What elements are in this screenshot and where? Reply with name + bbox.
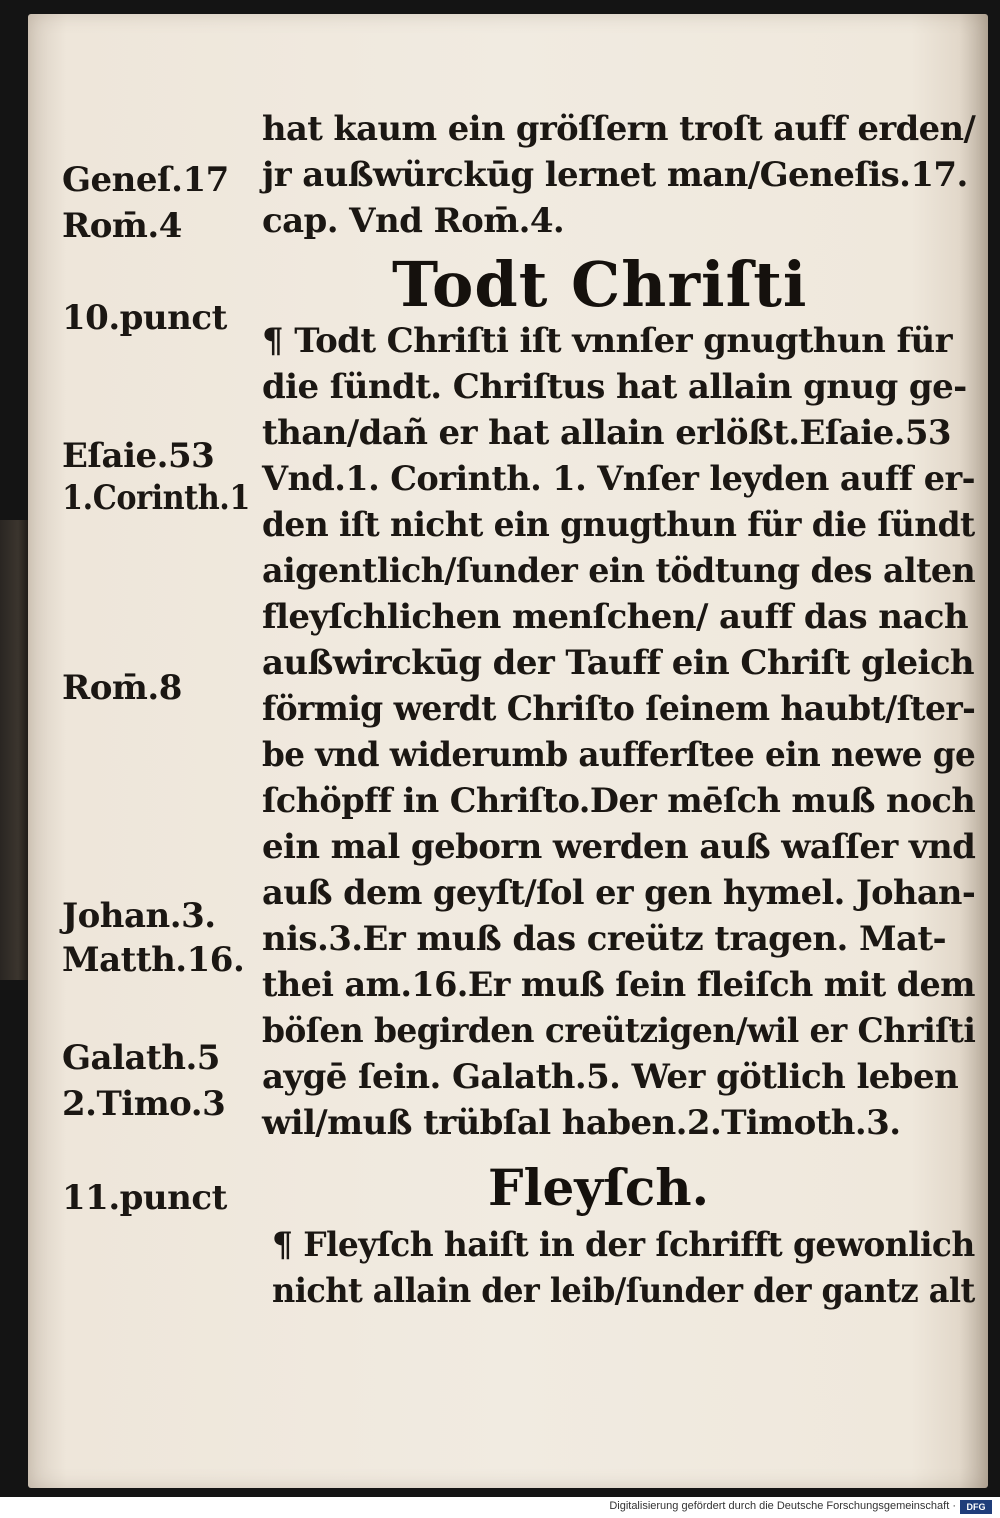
text-line: den iſt nicht ein gnugthun für die ſündt [262,505,975,545]
footer-credit: Digitalisierung gefördert durch die Deutsche Forschungsgemeinschaft · [609,1500,956,1512]
margin-note: 2.Timo.3 [62,1084,226,1124]
section-heading: Todt Chriſti [392,248,808,321]
text-line: ¶ Fleyſch haiſt in der ſchrifft gewonlich [272,1225,975,1265]
text-line: than/dañ er hat allain erlößt.Eſaie.53 [262,413,951,453]
book-edge [0,520,30,980]
text-line: ¶ Todt Chriſti iſt vnnſer gnugthun für [262,321,952,361]
text-line: nicht allain der leib/ſunder der gantz alt [272,1271,975,1311]
text-line: fleyſchlichen menſchen/ auff das nach [262,597,968,637]
margin-note: 10.punct [62,298,227,338]
text-line: cap. Vnd Rom̄.4. [262,201,565,241]
margin-note: Rom̄.4 [62,206,182,246]
text-line: auß dem geyſt/ſol er gen hymel. Johan- [262,873,976,913]
margin-note: Matth.16. [62,940,245,980]
margin-note: Rom̄.8 [62,668,182,708]
margin-note: 11.punct [62,1178,227,1218]
text-line: böſen begirden creützigen/wil er Chriſti [262,1011,976,1051]
text-line: hat kaum ein gröſſern troſt auff erden/ [262,109,976,149]
margin-note: Geneſ.17 [62,160,229,200]
margin-note: Johan.3. [62,896,216,936]
margin-note: Eſaie.53 [62,436,215,476]
text-line: thei am.16.Er muß ſein fleiſch mit dem [262,965,975,1005]
dfg-logo: DFG [960,1500,992,1514]
margin-note: 1.Corinth.1 [62,478,250,518]
section-heading: Fleyſch. [488,1158,710,1217]
text-line: ſchöpff in Chriſto.Der mēſch muß noch [262,781,976,821]
text-line: Vnd.1. Corinth. 1. Vnſer leyden auff er- [262,459,975,499]
text-line: ein mal geborn werden auß waſſer vnd [262,827,976,867]
text-line: aigentlich/ſunder ein tödtung des alten [262,551,976,591]
text-line: aygē ſein. Galath.5. Wer götlich leben [262,1057,959,1097]
text-line: wil/muß trübſal haben.2.Timoth.3. [262,1103,901,1143]
margin-note: Galath.5 [62,1038,220,1078]
text-line: jr außwürckūg lernet man/Geneſis.17. [262,155,968,195]
text-line: außwirckūg der Tauff ein Chriſt gleich [262,643,975,683]
footer-bar [0,1497,1000,1518]
text-line: förmig werdt Chriſto ſeinem haubt/ſter- [262,689,976,729]
text-line: nis.3.Er muß das creütz tragen. Mat- [262,919,947,959]
text-line: die ſündt. Chriſtus hat allain gnug ge- [262,367,967,407]
text-line: be vnd widerumb aufferſtee ein newe ge [262,735,976,775]
